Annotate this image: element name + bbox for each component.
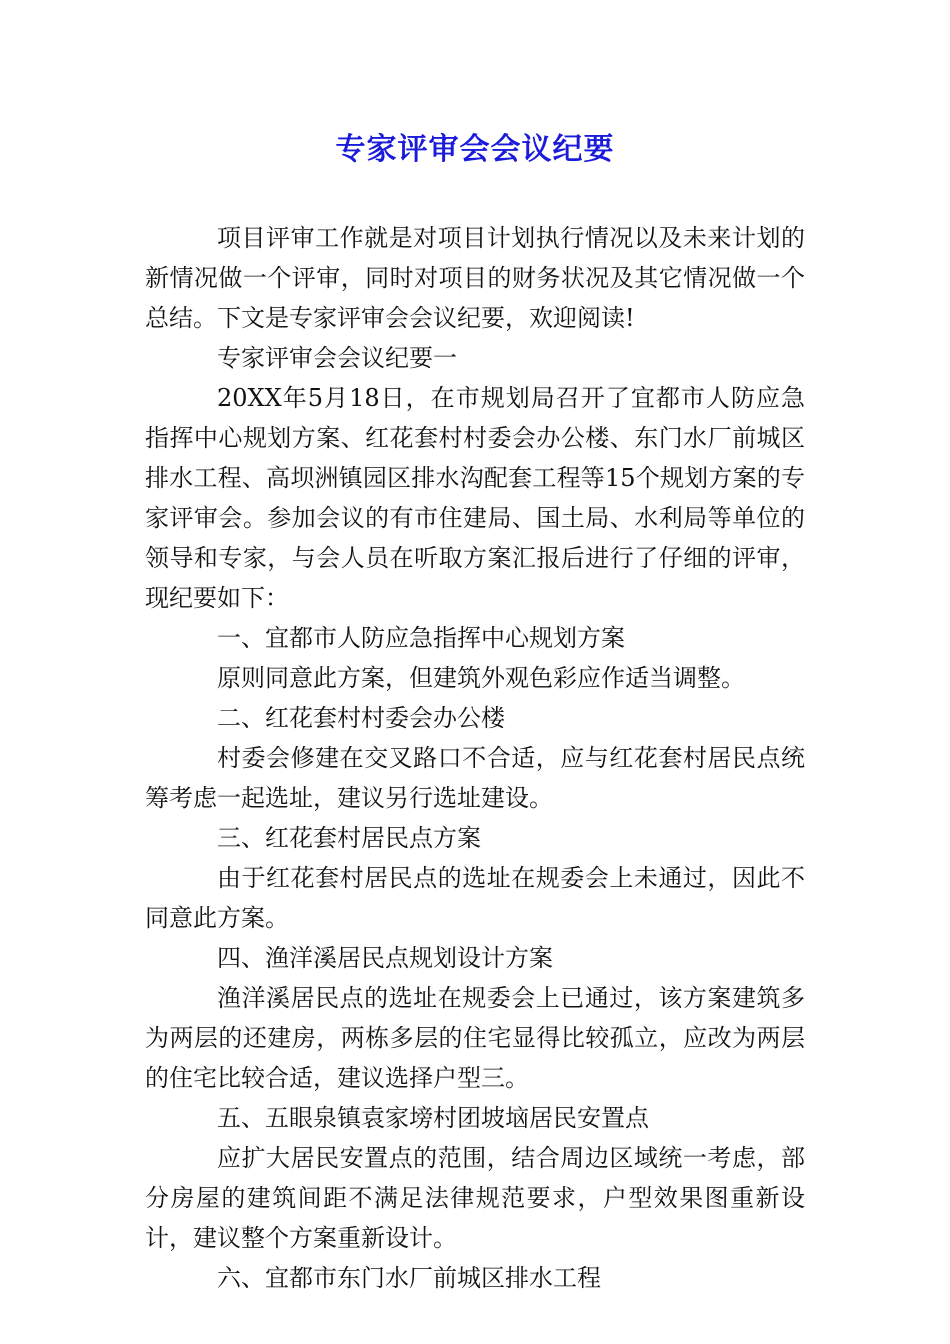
item-paragraph: 渔洋溪居民点的选址在规委会上已通过，该方案建筑多为两层的还建房，两栋多层的住宅显得比较孤立，应改为两层的住宅比较合适，建议选择户型三。: [145, 984, 805, 1092]
item-heading: 一、宜都市人防应急指挥中心规划方案: [217, 624, 625, 652]
item-heading: 四、渔洋溪居民点规划设计方案: [217, 944, 553, 972]
item-paragraph: 应扩大居民安置点的范围，结合周边区域统一考虑，部分房屋的建筑间距不满足法律规范要求，户型效果图重新设计，建议整个方案重新设计。: [145, 1144, 805, 1252]
item-heading: 六、宜都市东门水厂前城区排水工程: [217, 1264, 601, 1292]
item-heading: 五、五眼泉镇袁家塝村团坡垴居民安置点: [217, 1104, 649, 1132]
item-paragraph: 由于红花套村居民点的选址在规委会上未通过，因此不同意此方案。: [145, 864, 805, 932]
item-heading: 二、红花套村村委会办公楼: [217, 704, 505, 732]
item-paragraph: 村委会修建在交叉路口不合适，应与红花套村居民点统筹考虑一起选址，建议另行选址建设。: [145, 744, 805, 812]
document-title: 专家评审会会议纪要: [335, 132, 615, 167]
meeting-summary-paragraph: 20XX年5月18日，在市规划局召开了宜都市人防应急指挥中心规划方案、红花套村村委会办公楼、东门水厂前城区排水工程、高坝洲镇园区排水沟配套工程等15个规划方案的专家评审会。参加会议的有市住建局、国土局、水利局等单位的领导和专家，与会人员在听取方案汇报后进行了仔细的评审，现纪要如下：: [145, 384, 805, 612]
document-body: [145, 218, 805, 1298]
item-paragraph: 原则同意此方案，但建筑外观色彩应作适当调整。: [217, 664, 745, 692]
intro-paragraph: 项目评审工作就是对项目计划执行情况以及未来计划的新情况做一个评审，同时对项目的财务状况及其它情况做一个总结。下文是专家评审会会议纪要，欢迎阅读!: [145, 224, 805, 332]
item-heading: 三、红花套村居民点方案: [217, 824, 481, 852]
section-heading: 专家评审会会议纪要一: [217, 344, 457, 372]
